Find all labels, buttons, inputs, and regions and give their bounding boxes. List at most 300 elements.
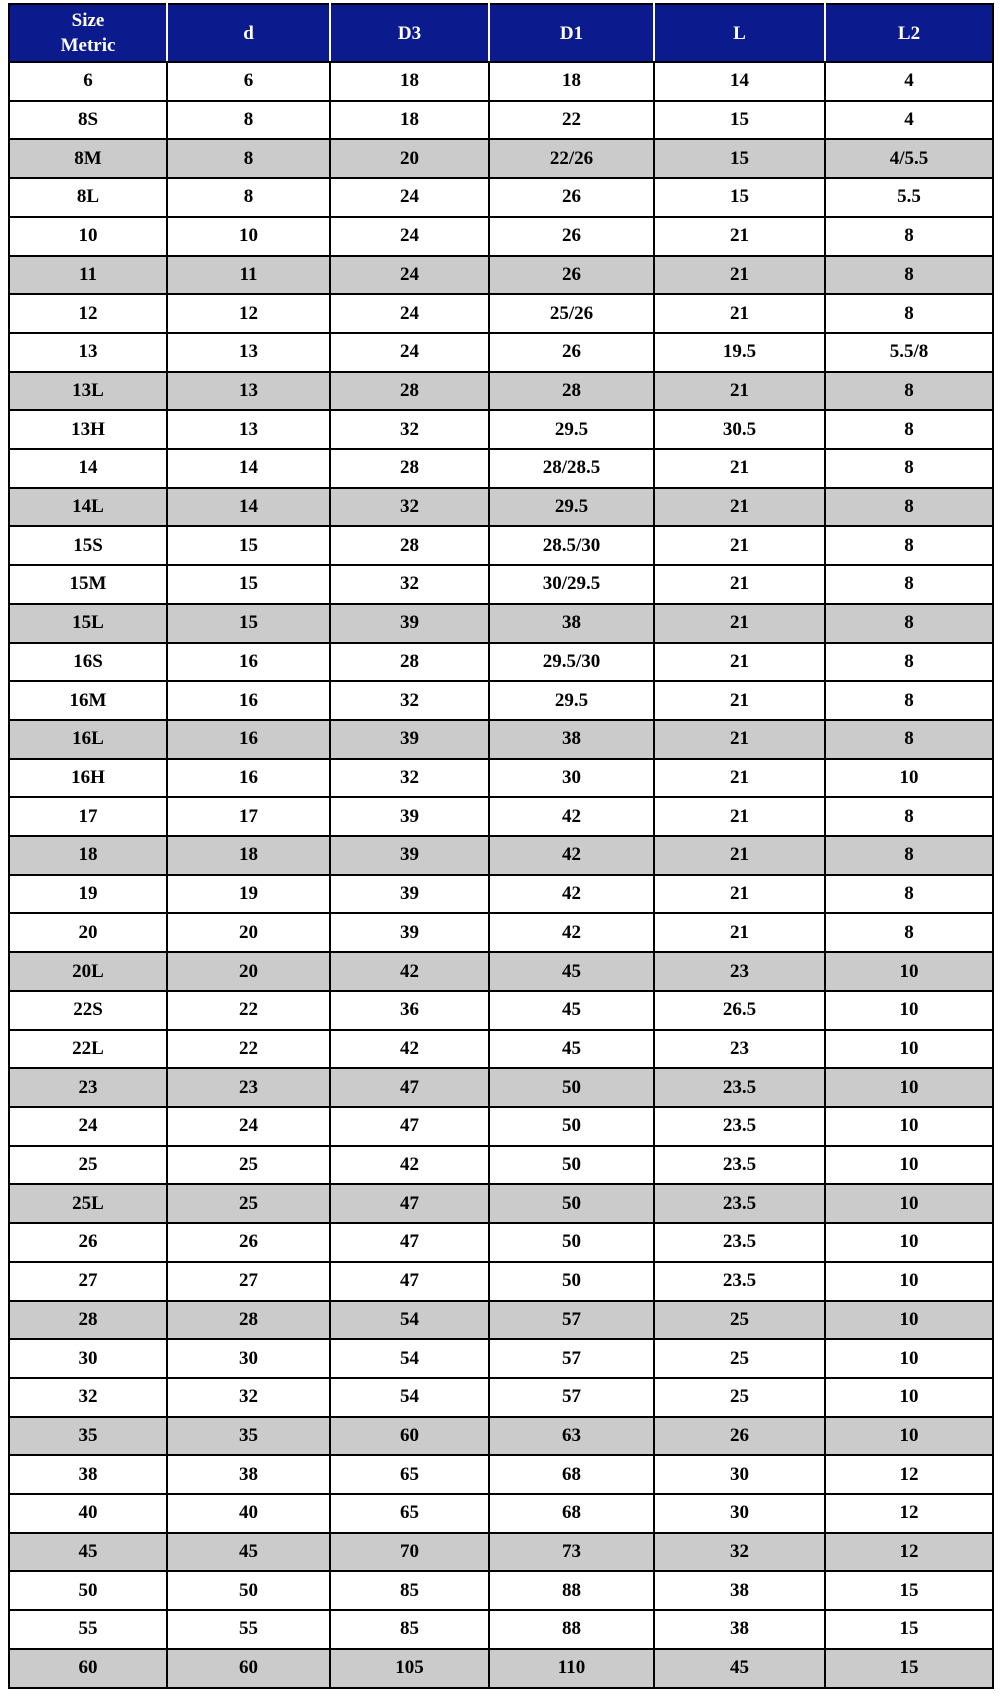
table-row (9, 565, 993, 604)
cell-l2: 12 (825, 1533, 993, 1572)
cell-d3: 36 (330, 991, 489, 1030)
cell-d: 35 (167, 1417, 330, 1456)
table-row (9, 604, 993, 643)
cell-size: 14L (9, 488, 167, 527)
cell-l2: 8 (825, 526, 993, 565)
cell-d1: 45 (489, 952, 654, 991)
cell-l: 38 (654, 1571, 825, 1610)
table-row (9, 1610, 993, 1649)
cell-l: 21 (654, 875, 825, 914)
cell-d: 25 (167, 1146, 330, 1185)
column-header-size-metric (9, 4, 167, 62)
cell-d3: 28 (330, 643, 489, 682)
cell-d3: 20 (330, 139, 489, 178)
cell-d1: 22 (489, 101, 654, 140)
cell-d: 26 (167, 1223, 330, 1262)
cell-l: 23 (654, 952, 825, 991)
table-row (9, 681, 993, 720)
cell-l: 26 (654, 1417, 825, 1456)
cell-d3: 24 (330, 333, 489, 372)
table-row (9, 101, 993, 140)
table-row (9, 526, 993, 565)
cell-l2: 10 (825, 1417, 993, 1456)
cell-d: 16 (167, 681, 330, 720)
cell-d3: 18 (330, 101, 489, 140)
cell-l2: 15 (825, 1610, 993, 1649)
cell-size: 14 (9, 449, 167, 488)
cell-d: 27 (167, 1262, 330, 1301)
table-row (9, 410, 993, 449)
table-row (9, 1146, 993, 1185)
cell-d3: 65 (330, 1494, 489, 1533)
table-row (9, 759, 993, 798)
cell-d: 16 (167, 759, 330, 798)
cell-l: 15 (654, 139, 825, 178)
cell-d1: 26 (489, 256, 654, 295)
table-row (9, 256, 993, 295)
cell-l2: 15 (825, 1649, 993, 1688)
cell-d1: 29.5 (489, 681, 654, 720)
table-row (9, 797, 993, 836)
cell-d3: 65 (330, 1455, 489, 1494)
cell-l2: 12 (825, 1455, 993, 1494)
cell-d1: 30/29.5 (489, 565, 654, 604)
cell-d3: 70 (330, 1533, 489, 1572)
cell-l2: 8 (825, 410, 993, 449)
cell-d3: 47 (330, 1223, 489, 1262)
cell-d1: 42 (489, 836, 654, 875)
cell-d: 10 (167, 217, 330, 256)
cell-l: 23.5 (654, 1184, 825, 1223)
cell-d3: 32 (330, 759, 489, 798)
cell-l: 25 (654, 1339, 825, 1378)
cell-d1: 30 (489, 759, 654, 798)
cell-size: 25L (9, 1184, 167, 1223)
cell-l2: 5.5/8 (825, 333, 993, 372)
cell-d: 13 (167, 410, 330, 449)
table-row (9, 294, 993, 333)
table-row (9, 1417, 993, 1456)
cell-d3: 24 (330, 217, 489, 256)
cell-d: 28 (167, 1301, 330, 1340)
cell-d3: 54 (330, 1301, 489, 1340)
cell-d: 30 (167, 1339, 330, 1378)
cell-l: 21 (654, 681, 825, 720)
cell-l2: 10 (825, 1068, 993, 1107)
cell-size: 20L (9, 952, 167, 991)
cell-d1: 50 (489, 1146, 654, 1185)
table-row (9, 1184, 993, 1223)
cell-d1: 68 (489, 1455, 654, 1494)
table-row (9, 991, 993, 1030)
cell-size: 6 (9, 62, 167, 101)
cell-l2: 10 (825, 759, 993, 798)
cell-d1: 50 (489, 1107, 654, 1146)
cell-l: 21 (654, 797, 825, 836)
cell-d: 55 (167, 1610, 330, 1649)
cell-size: 23 (9, 1068, 167, 1107)
cell-l: 30 (654, 1494, 825, 1533)
table-row (9, 1649, 993, 1688)
cell-l: 14 (654, 62, 825, 101)
cell-d: 45 (167, 1533, 330, 1572)
cell-l: 21 (654, 294, 825, 333)
cell-size: 17 (9, 797, 167, 836)
cell-size: 50 (9, 1571, 167, 1610)
cell-d: 14 (167, 488, 330, 527)
cell-size: 22L (9, 1030, 167, 1069)
cell-d: 17 (167, 797, 330, 836)
cell-l: 21 (654, 720, 825, 759)
cell-size: 13H (9, 410, 167, 449)
cell-d: 16 (167, 643, 330, 682)
cell-d: 24 (167, 1107, 330, 1146)
column-header-d1: D1 (489, 4, 654, 62)
cell-d1: 50 (489, 1068, 654, 1107)
cell-d3: 42 (330, 1030, 489, 1069)
cell-size: 40 (9, 1494, 167, 1533)
cell-size: 38 (9, 1455, 167, 1494)
cell-d1: 88 (489, 1610, 654, 1649)
cell-d3: 32 (330, 681, 489, 720)
cell-l2: 8 (825, 875, 993, 914)
cell-l2: 8 (825, 604, 993, 643)
cell-d3: 54 (330, 1378, 489, 1417)
cell-d3: 39 (330, 913, 489, 952)
cell-l2: 8 (825, 913, 993, 952)
cell-size: 20 (9, 913, 167, 952)
cell-l: 23.5 (654, 1068, 825, 1107)
column-header-d: d (167, 4, 330, 62)
cell-d1: 42 (489, 875, 654, 914)
cell-size: 26 (9, 1223, 167, 1262)
cell-l2: 10 (825, 1262, 993, 1301)
cell-size: 27 (9, 1262, 167, 1301)
cell-l: 30 (654, 1455, 825, 1494)
cell-size: 60 (9, 1649, 167, 1688)
cell-d3: 47 (330, 1184, 489, 1223)
cell-d1: 26 (489, 333, 654, 372)
cell-l2: 5.5 (825, 178, 993, 217)
cell-l: 15 (654, 178, 825, 217)
cell-d: 13 (167, 372, 330, 411)
cell-l: 30.5 (654, 410, 825, 449)
cell-d3: 32 (330, 565, 489, 604)
cell-size: 35 (9, 1417, 167, 1456)
cell-l: 45 (654, 1649, 825, 1688)
column-header-l2: L2 (825, 4, 993, 62)
cell-d1: 57 (489, 1301, 654, 1340)
cell-l: 21 (654, 217, 825, 256)
cell-d1: 28 (489, 372, 654, 411)
cell-d1: 28/28.5 (489, 449, 654, 488)
cell-l2: 8 (825, 256, 993, 295)
cell-l: 26.5 (654, 991, 825, 1030)
cell-d: 25 (167, 1184, 330, 1223)
cell-d3: 105 (330, 1649, 489, 1688)
cell-d3: 85 (330, 1571, 489, 1610)
cell-l2: 8 (825, 681, 993, 720)
cell-size: 15M (9, 565, 167, 604)
cell-d3: 39 (330, 604, 489, 643)
cell-l: 38 (654, 1610, 825, 1649)
cell-l2: 12 (825, 1494, 993, 1533)
table-row (9, 488, 993, 527)
cell-d3: 24 (330, 178, 489, 217)
cell-d: 14 (167, 449, 330, 488)
cell-size: 32 (9, 1378, 167, 1417)
cell-l: 21 (654, 604, 825, 643)
cell-size: 8L (9, 178, 167, 217)
cell-d3: 42 (330, 1146, 489, 1185)
cell-l: 19.5 (654, 333, 825, 372)
cell-l2: 8 (825, 217, 993, 256)
cell-d3: 47 (330, 1262, 489, 1301)
table-row (9, 1533, 993, 1572)
table-row (9, 217, 993, 256)
cell-l: 23.5 (654, 1223, 825, 1262)
cell-d1: 57 (489, 1378, 654, 1417)
cell-d3: 18 (330, 62, 489, 101)
header-line: Size (71, 10, 105, 31)
cell-d: 15 (167, 565, 330, 604)
cell-l2: 10 (825, 1030, 993, 1069)
cell-size: 16S (9, 643, 167, 682)
cell-size: 19 (9, 875, 167, 914)
cell-d: 22 (167, 1030, 330, 1069)
cell-d: 8 (167, 101, 330, 140)
cell-size: 13L (9, 372, 167, 411)
cell-d3: 47 (330, 1107, 489, 1146)
cell-size: 15L (9, 604, 167, 643)
table-row (9, 333, 993, 372)
cell-d3: 28 (330, 449, 489, 488)
cell-d1: 42 (489, 797, 654, 836)
cell-l: 21 (654, 488, 825, 527)
cell-l2: 8 (825, 565, 993, 604)
cell-l2: 8 (825, 836, 993, 875)
cell-l2: 10 (825, 1339, 993, 1378)
cell-size: 16M (9, 681, 167, 720)
cell-d3: 42 (330, 952, 489, 991)
cell-l: 23.5 (654, 1146, 825, 1185)
cell-d1: 57 (489, 1339, 654, 1378)
cell-d3: 39 (330, 875, 489, 914)
cell-l2: 8 (825, 488, 993, 527)
cell-l2: 8 (825, 720, 993, 759)
cell-size: 13 (9, 333, 167, 372)
cell-d1: 29.5 (489, 488, 654, 527)
cell-size: 18 (9, 836, 167, 875)
table-row (9, 836, 993, 875)
cell-l: 21 (654, 449, 825, 488)
cell-d3: 32 (330, 488, 489, 527)
table-body (9, 62, 993, 1688)
table-row (9, 1455, 993, 1494)
cell-size: 11 (9, 256, 167, 295)
cell-l2: 10 (825, 1223, 993, 1262)
table-row (9, 952, 993, 991)
cell-l: 21 (654, 836, 825, 875)
cell-d: 15 (167, 604, 330, 643)
size-specification-table (8, 3, 994, 1689)
cell-l2: 8 (825, 643, 993, 682)
cell-size: 16H (9, 759, 167, 798)
cell-l2: 8 (825, 797, 993, 836)
cell-d: 40 (167, 1494, 330, 1533)
cell-l2: 15 (825, 1571, 993, 1610)
table-row (9, 139, 993, 178)
table-row (9, 62, 993, 101)
cell-l: 21 (654, 256, 825, 295)
cell-d1: 63 (489, 1417, 654, 1456)
cell-d3: 28 (330, 526, 489, 565)
cell-l2: 10 (825, 1378, 993, 1417)
cell-d1: 50 (489, 1223, 654, 1262)
cell-l2: 10 (825, 1184, 993, 1223)
table-row (9, 1494, 993, 1533)
cell-d3: 39 (330, 836, 489, 875)
cell-d: 16 (167, 720, 330, 759)
cell-l: 25 (654, 1378, 825, 1417)
header-line: Metric (60, 35, 116, 56)
cell-l2: 8 (825, 294, 993, 333)
cell-d1: 18 (489, 62, 654, 101)
cell-d1: 42 (489, 913, 654, 952)
cell-d1: 26 (489, 178, 654, 217)
table-row (9, 1262, 993, 1301)
cell-size: 12 (9, 294, 167, 333)
cell-l: 23.5 (654, 1262, 825, 1301)
cell-d3: 39 (330, 720, 489, 759)
cell-l: 21 (654, 759, 825, 798)
cell-l: 25 (654, 1301, 825, 1340)
cell-d: 22 (167, 991, 330, 1030)
cell-d1: 88 (489, 1571, 654, 1610)
cell-d1: 45 (489, 991, 654, 1030)
cell-l2: 4 (825, 62, 993, 101)
cell-d: 15 (167, 526, 330, 565)
cell-d3: 85 (330, 1610, 489, 1649)
table-row (9, 1068, 993, 1107)
cell-d: 23 (167, 1068, 330, 1107)
table-row (9, 1378, 993, 1417)
column-header-l: L (654, 4, 825, 62)
cell-d3: 39 (330, 797, 489, 836)
cell-d: 50 (167, 1571, 330, 1610)
cell-l2: 10 (825, 1146, 993, 1185)
cell-d1: 50 (489, 1262, 654, 1301)
cell-l2: 10 (825, 991, 993, 1030)
cell-size: 28 (9, 1301, 167, 1340)
table-row (9, 1571, 993, 1610)
cell-d: 13 (167, 333, 330, 372)
column-header-d3: D3 (330, 4, 489, 62)
cell-l: 21 (654, 643, 825, 682)
cell-l2: 10 (825, 1107, 993, 1146)
cell-d3: 54 (330, 1339, 489, 1378)
cell-d: 19 (167, 875, 330, 914)
cell-d1: 28.5/30 (489, 526, 654, 565)
cell-d: 20 (167, 913, 330, 952)
cell-l2: 8 (825, 449, 993, 488)
cell-d: 8 (167, 139, 330, 178)
cell-d1: 29.5/30 (489, 643, 654, 682)
cell-d1: 22/26 (489, 139, 654, 178)
header-row (9, 4, 993, 62)
cell-d3: 24 (330, 256, 489, 295)
cell-l2: 4/5.5 (825, 139, 993, 178)
cell-size: 45 (9, 1533, 167, 1572)
cell-d: 32 (167, 1378, 330, 1417)
cell-l: 21 (654, 372, 825, 411)
cell-d1: 50 (489, 1184, 654, 1223)
cell-d1: 29.5 (489, 410, 654, 449)
cell-d1: 38 (489, 604, 654, 643)
cell-d: 38 (167, 1455, 330, 1494)
table-row (9, 720, 993, 759)
cell-l2: 8 (825, 372, 993, 411)
cell-d3: 47 (330, 1068, 489, 1107)
cell-d1: 45 (489, 1030, 654, 1069)
table-row (9, 1107, 993, 1146)
cell-d: 11 (167, 256, 330, 295)
cell-size: 8M (9, 139, 167, 178)
cell-d1: 38 (489, 720, 654, 759)
cell-size: 30 (9, 1339, 167, 1378)
cell-l: 21 (654, 565, 825, 604)
cell-l: 15 (654, 101, 825, 140)
cell-d1: 73 (489, 1533, 654, 1572)
cell-d: 12 (167, 294, 330, 333)
cell-d: 8 (167, 178, 330, 217)
cell-d3: 60 (330, 1417, 489, 1456)
cell-d1: 26 (489, 217, 654, 256)
cell-d3: 32 (330, 410, 489, 449)
cell-d3: 28 (330, 372, 489, 411)
cell-size: 24 (9, 1107, 167, 1146)
cell-d1: 110 (489, 1649, 654, 1688)
cell-l2: 4 (825, 101, 993, 140)
table-row (9, 643, 993, 682)
table-row (9, 178, 993, 217)
table-row (9, 875, 993, 914)
cell-l2: 10 (825, 1301, 993, 1340)
cell-l2: 10 (825, 952, 993, 991)
cell-size: 22S (9, 991, 167, 1030)
table-row (9, 1339, 993, 1378)
table-row (9, 1301, 993, 1340)
cell-size: 16L (9, 720, 167, 759)
cell-size: 55 (9, 1610, 167, 1649)
cell-d1: 25/26 (489, 294, 654, 333)
table-row (9, 1030, 993, 1069)
table-row (9, 372, 993, 411)
cell-size: 25 (9, 1146, 167, 1185)
cell-l: 23 (654, 1030, 825, 1069)
table-row (9, 1223, 993, 1262)
cell-l: 32 (654, 1533, 825, 1572)
cell-d: 60 (167, 1649, 330, 1688)
cell-l: 21 (654, 913, 825, 952)
table-row (9, 449, 993, 488)
cell-d: 6 (167, 62, 330, 101)
cell-d: 20 (167, 952, 330, 991)
table-row (9, 913, 993, 952)
cell-d: 18 (167, 836, 330, 875)
cell-size: 8S (9, 101, 167, 140)
cell-size: 10 (9, 217, 167, 256)
